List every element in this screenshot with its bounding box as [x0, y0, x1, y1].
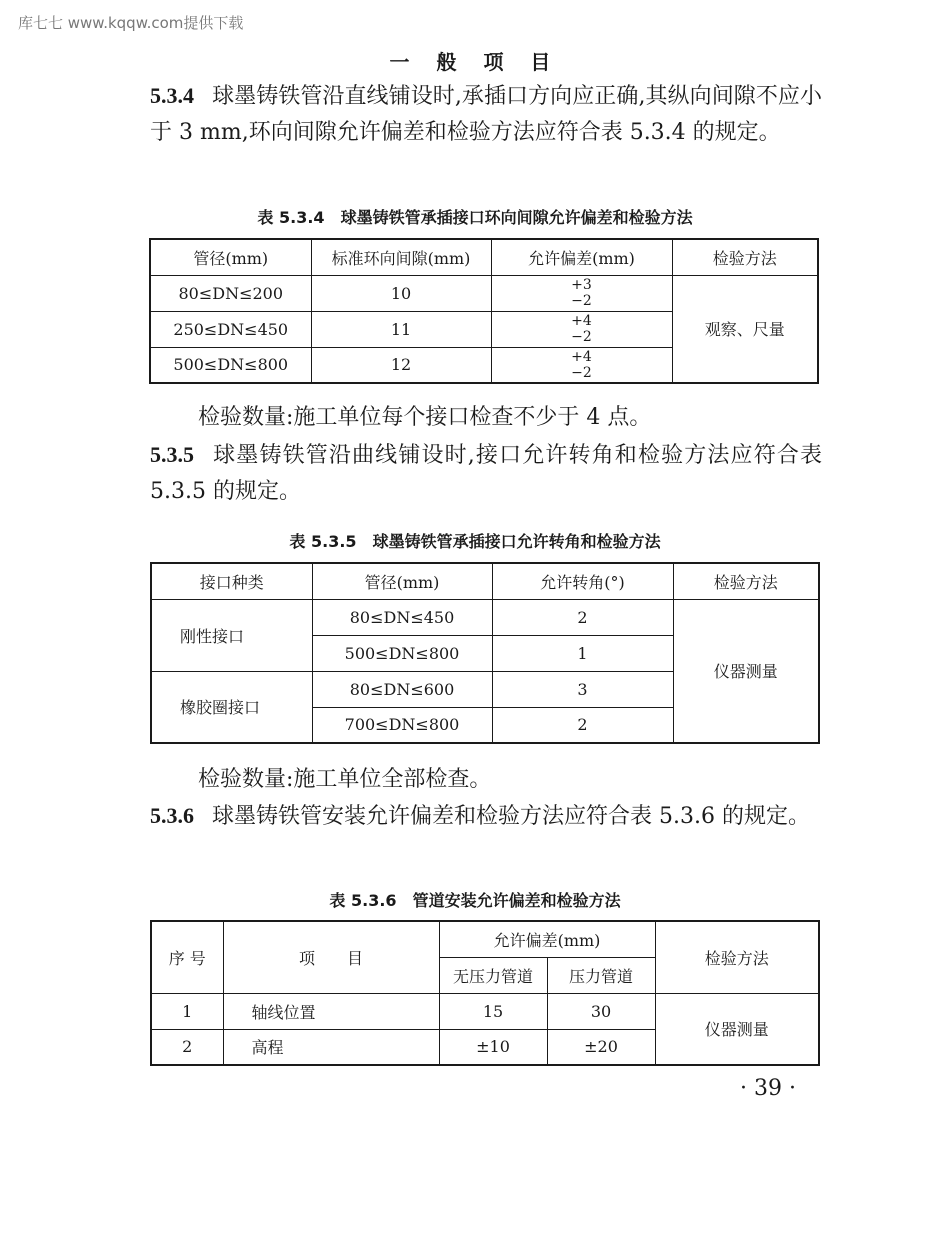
running-head: 一 般 项 目	[389, 50, 561, 74]
header-non-pressure: 无压力管道	[439, 957, 547, 993]
tol-plus: +4	[571, 348, 592, 365]
diameter-cell: 700≤DN≤800	[312, 707, 492, 743]
non-pressure-cell: ±10	[439, 1029, 547, 1065]
table-row	[151, 599, 819, 635]
tol-minus: −2	[571, 293, 592, 309]
header-pressure: 压力管道	[547, 957, 655, 993]
table-title: 管道安装允许偏差和检验方法	[412, 891, 621, 910]
table-caption-5-3-5	[0, 529, 950, 552]
header-cell: 检验方法	[672, 239, 818, 275]
header-cell: 允许转角(°)	[492, 563, 673, 599]
seq-cell: 2	[151, 1029, 223, 1065]
table-row	[151, 993, 819, 1029]
header-seq: 序 号	[151, 921, 223, 993]
clause-5-3-4	[150, 78, 822, 151]
gap-cell: 10	[311, 275, 491, 311]
clause-number: 5.3.4	[150, 83, 194, 108]
clause-number: 5.3.5	[150, 442, 194, 467]
gap-cell: 12	[311, 347, 491, 383]
tol-minus: −2	[571, 364, 592, 381]
clause-number: 5.3.6	[150, 803, 194, 828]
clause-text: 球墨铸铁管安装允许偏差和检验方法应符合表 5.3.6 的规定。	[212, 804, 810, 829]
tol-plus: +4	[571, 313, 592, 329]
joint-type-cell: 刚性接口	[151, 599, 312, 671]
diameter-cell: 80≤DN≤450	[312, 599, 492, 635]
method-cell: 观察、尺量	[672, 275, 818, 383]
page-number: · 39 ·	[740, 1076, 796, 1101]
diameter-cell: 500≤DN≤800	[150, 347, 311, 383]
angle-cell: 3	[492, 671, 673, 707]
table-5-3-4	[149, 238, 819, 384]
header-tolerance: 允许偏差(mm)	[439, 921, 655, 957]
table-caption-5-3-4	[0, 205, 950, 228]
tolerance-cell	[491, 311, 672, 347]
tol-plus: +3	[571, 277, 592, 293]
diameter-cell: 500≤DN≤800	[312, 635, 492, 671]
pressure-cell: 30	[547, 993, 655, 1029]
watermark: 库七七 www.kqqw.com提供下载	[18, 14, 244, 32]
table-5-3-6	[150, 920, 820, 1066]
inspection-5-3-4: 检验数量:施工单位每个接口检查不少于 4 点。	[198, 405, 652, 430]
inspection-5-3-5: 检验数量:施工单位全部检查。	[198, 767, 492, 792]
header-item: 项 目	[223, 921, 439, 993]
diameter-cell: 250≤DN≤450	[150, 311, 311, 347]
clause-5-3-5	[150, 437, 822, 510]
table-5-3-5	[150, 562, 820, 744]
header-cell: 接口种类	[151, 563, 312, 599]
diameter-cell: 80≤DN≤600	[312, 671, 492, 707]
method-cell: 仪器测量	[655, 993, 819, 1065]
table-caption-5-3-6	[0, 888, 950, 911]
table-row	[150, 275, 818, 311]
diameter-cell: 80≤DN≤200	[150, 275, 311, 311]
clause-text: 球墨铸铁管沿曲线铺设时,接口允许转角和检验方法应符合表 5.3.5 的规定。	[150, 443, 822, 504]
tolerance-cell	[491, 347, 672, 383]
non-pressure-cell: 15	[439, 993, 547, 1029]
table-number: 表 5.3.5	[289, 532, 357, 551]
angle-cell: 1	[492, 635, 673, 671]
header-cell: 标准环向间隙(mm)	[311, 239, 491, 275]
header-cell: 管径(mm)	[312, 563, 492, 599]
item-cell: 轴线位置	[223, 993, 439, 1029]
angle-cell: 2	[492, 707, 673, 743]
joint-type-cell: 橡胶圈接口	[151, 671, 312, 743]
clause-5-3-6	[150, 798, 822, 835]
gap-cell: 11	[311, 311, 491, 347]
table-number: 表 5.3.4	[257, 208, 325, 227]
clause-text: 球墨铸铁管沿直线铺设时,承插口方向应正确,其纵向间隙不应小于 3 mm,环向间隙允许偏差和检验方法应符合表 5.3.4 的规定。	[150, 84, 822, 145]
header-cell: 允许偏差(mm)	[491, 239, 672, 275]
table-title: 球墨铸铁管承插接口允许转角和检验方法	[372, 532, 661, 551]
header-cell: 检验方法	[673, 563, 819, 599]
table-title: 球墨铸铁管承插接口环向间隙允许偏差和检验方法	[340, 208, 693, 227]
item-cell: 高程	[223, 1029, 439, 1065]
angle-cell: 2	[492, 599, 673, 635]
tol-minus: −2	[571, 329, 592, 345]
pressure-cell: ±20	[547, 1029, 655, 1065]
table-number: 表 5.3.6	[329, 891, 397, 910]
tolerance-cell	[491, 275, 672, 311]
header-method: 检验方法	[655, 921, 819, 993]
header-cell: 管径(mm)	[150, 239, 311, 275]
seq-cell: 1	[151, 993, 223, 1029]
method-cell: 仪器测量	[673, 599, 819, 743]
